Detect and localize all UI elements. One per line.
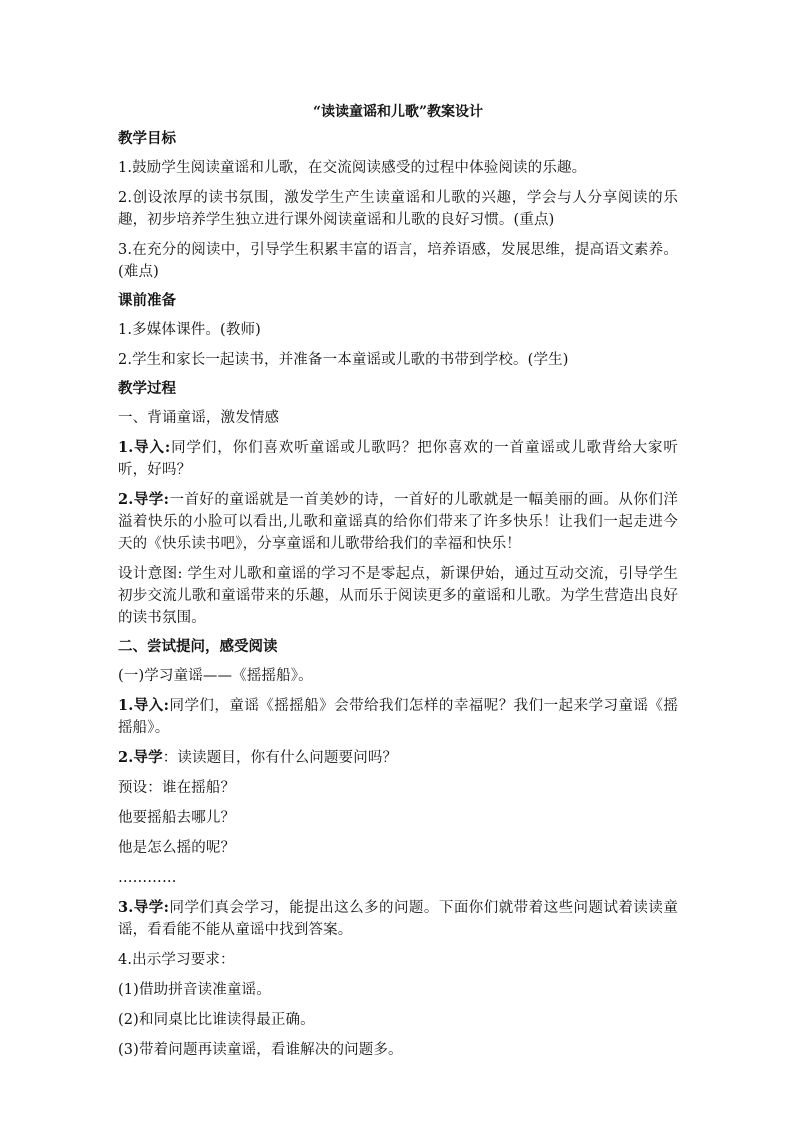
ellipsis: ………… — [118, 870, 177, 886]
guide-text: 同学们真会学习，能提出这么多的问题。下面你们就带着这些问题试着读读童谣，看看能不能从童谣中找到答案。 — [118, 900, 678, 938]
goal-item-2: 2.创设浓厚的读书氛围，激发学生产生读童谣和儿歌的兴趣，学会与人分享阅读的乐趣，初步培养学生独立进行课外阅读童谣和儿歌的良好习惯。(重点) — [118, 190, 678, 228]
guide-label: 2.导学 — [118, 749, 163, 766]
guide-text: 一首好的童谣就是一首美妙的诗，一首好的儿歌就是一幅美丽的画。从你们洋溢着快乐的小脸可以看出,儿歌和童谣真的给你们带来了许多快乐！让我们一起走进今天的《快乐读书吧》，分享童谣和儿歌带给我们的幸福和快乐！ — [118, 492, 678, 552]
requirement-1: (1)借助拼音读准童谣。 — [118, 982, 271, 998]
goal-item-3: 3.在充分的阅读中，引导学生积累丰富的语言，培养语感，发展思维，提高语文素养。(难点) — [118, 242, 678, 280]
guide-text: ：读读题目，你有什么问题要问吗？ — [162, 750, 398, 766]
intro-text: 同学们，你们喜欢听童谣或儿歌吗？把你喜欢的一首童谣或儿歌背给大家听听，好吗？ — [118, 440, 678, 478]
requirement-3: (3)带着问题再读童谣，看谁解决的问题多。 — [118, 1042, 403, 1058]
section2-sub1: (一)学习童谣——《摇摇船》。 — [118, 668, 313, 684]
section2-guide-3 — [118, 897, 678, 941]
requirement-2: (2)和同桌比比谁读得最正确。 — [118, 1012, 315, 1028]
process-heading: 教学过程 — [118, 380, 176, 397]
prep-item-1: 1.多媒体课件。(教师) — [118, 322, 261, 338]
guide-label: 2.导学: — [118, 491, 170, 508]
section1-intro — [118, 437, 678, 481]
question-3: 他是怎么摇的呢？ — [118, 840, 236, 856]
prep-item-2: 2.学生和家长一起读书，并准备一本童谣或儿歌的书带到学校。(学生) — [118, 352, 569, 368]
section2-heading: 二、尝试提问，感受阅读 — [118, 638, 278, 655]
intro-label: 1.导入: — [118, 439, 171, 456]
goal-item-1: 1.鼓励学生阅读童谣和儿歌，在交流阅读感受的过程中体验阅读的乐趣。 — [118, 160, 587, 176]
question-2: 他要摇船去哪儿？ — [118, 810, 236, 826]
section2-intro — [118, 695, 678, 739]
question-1: 预设：谁在摇船？ — [118, 780, 236, 796]
intro-label: 1.导入: — [118, 697, 170, 714]
requirements-heading: 4.出示学习要求： — [118, 952, 235, 968]
guide-label: 3.导学: — [118, 899, 170, 916]
intro-text: 同学们，童谣《摇摇船》会带给我们怎样的幸福呢？我们一起来学习童谣《摇摇船》。 — [118, 698, 678, 736]
section1-guide — [118, 489, 678, 555]
page-title: “读读童谣和儿歌”教案设计 — [312, 104, 484, 120]
design-note: 设计意图: 学生对儿歌和童谣的学习不是零起点，新课伊始，通过互动交流，引导学生初步交流儿歌和童谣带来的乐趣，从而乐于阅读更多的童谣和儿歌。为学生营造出良好的读书氛围。 — [118, 566, 678, 626]
section2-guide — [118, 747, 678, 769]
section1-heading: 一、背诵童谣，激发情感 — [118, 410, 280, 426]
prep-heading: 课前准备 — [118, 292, 176, 309]
goals-heading: 教学目标 — [118, 130, 176, 147]
